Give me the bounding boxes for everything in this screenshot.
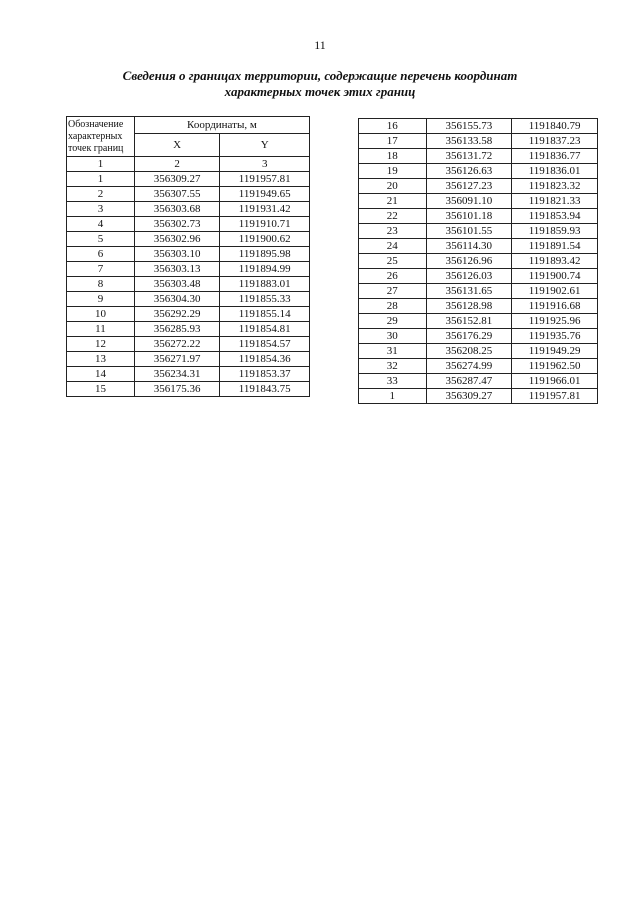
title-line-2: характерных точек этих границ	[224, 84, 416, 99]
point-number-cell: 27	[359, 284, 427, 299]
point-number-cell: 7	[67, 262, 135, 277]
table-row	[67, 352, 310, 367]
y-coordinate-cell: 1191854.57	[220, 337, 310, 352]
table-row	[359, 254, 598, 269]
y-coordinate-cell: 1191853.94	[512, 209, 598, 224]
point-number-cell: 1	[359, 389, 427, 404]
point-number-cell: 15	[67, 382, 135, 397]
y-coordinate-cell: 1191836.01	[512, 164, 598, 179]
document-title	[60, 68, 580, 100]
point-number-cell: 22	[359, 209, 427, 224]
x-coordinate-cell: 356303.48	[134, 277, 220, 292]
point-number-cell: 20	[359, 179, 427, 194]
table-row	[67, 307, 310, 322]
table-row	[67, 337, 310, 352]
table-row	[67, 277, 310, 292]
column-number-1: 1	[67, 157, 135, 172]
point-number-cell: 3	[67, 202, 135, 217]
point-number-cell: 18	[359, 149, 427, 164]
x-coordinate-cell: 356152.81	[426, 314, 512, 329]
table-row	[359, 269, 598, 284]
y-coordinate-cell: 1191894.99	[220, 262, 310, 277]
y-coordinate-cell: 1191843.75	[220, 382, 310, 397]
x-coordinate-cell: 356302.73	[134, 217, 220, 232]
y-coordinate-cell: 1191837.23	[512, 134, 598, 149]
x-coordinate-cell: 356176.29	[426, 329, 512, 344]
point-label-line-3: точек границ	[68, 142, 124, 154]
x-header: X	[134, 134, 220, 157]
table-row	[359, 149, 598, 164]
point-number-cell: 11	[67, 322, 135, 337]
point-number-cell: 33	[359, 374, 427, 389]
point-number-cell: 28	[359, 299, 427, 314]
y-coordinate-cell: 1191949.29	[512, 344, 598, 359]
y-coordinate-cell: 1191840.79	[512, 119, 598, 134]
table-row	[67, 232, 310, 247]
table-row	[359, 164, 598, 179]
x-coordinate-cell: 356309.27	[134, 172, 220, 187]
table-row	[67, 172, 310, 187]
table-row	[67, 187, 310, 202]
y-coordinate-cell: 1191823.32	[512, 179, 598, 194]
x-coordinate-cell: 356127.23	[426, 179, 512, 194]
x-coordinate-cell: 356272.22	[134, 337, 220, 352]
y-coordinate-cell: 1191900.62	[220, 232, 310, 247]
x-coordinate-cell: 356309.27	[426, 389, 512, 404]
y-coordinate-cell: 1191891.54	[512, 239, 598, 254]
x-coordinate-cell: 356126.63	[426, 164, 512, 179]
coordinates-header: Координаты, м	[134, 117, 309, 134]
y-coordinate-cell: 1191925.96	[512, 314, 598, 329]
table-row	[67, 262, 310, 277]
table-row	[67, 247, 310, 262]
x-coordinate-cell: 356287.47	[426, 374, 512, 389]
table-row	[359, 314, 598, 329]
table-row	[359, 344, 598, 359]
table-row	[67, 367, 310, 382]
x-coordinate-cell: 356274.99	[426, 359, 512, 374]
left-table-body	[67, 172, 310, 397]
table-row	[359, 119, 598, 134]
point-number-cell: 21	[359, 194, 427, 209]
x-coordinate-cell: 356302.96	[134, 232, 220, 247]
table-row	[67, 322, 310, 337]
x-coordinate-cell: 356133.58	[426, 134, 512, 149]
x-coordinate-cell: 356175.36	[134, 382, 220, 397]
y-coordinate-cell: 1191821.33	[512, 194, 598, 209]
y-coordinate-cell: 1191883.01	[220, 277, 310, 292]
x-coordinate-cell: 356303.68	[134, 202, 220, 217]
x-coordinate-cell: 356303.10	[134, 247, 220, 262]
table-row	[67, 292, 310, 307]
point-label-line-1: Обозначение	[68, 118, 124, 130]
point-number-cell: 12	[67, 337, 135, 352]
y-coordinate-cell: 1191910.71	[220, 217, 310, 232]
y-coordinate-cell: 1191895.98	[220, 247, 310, 262]
y-coordinate-cell: 1191854.81	[220, 322, 310, 337]
y-coordinate-cell: 1191859.93	[512, 224, 598, 239]
point-designation-header	[67, 117, 135, 157]
point-number-cell: 32	[359, 359, 427, 374]
x-coordinate-cell: 356304.30	[134, 292, 220, 307]
y-coordinate-cell: 1191900.74	[512, 269, 598, 284]
x-coordinate-cell: 356126.96	[426, 254, 512, 269]
table-row	[359, 194, 598, 209]
point-number-cell: 14	[67, 367, 135, 382]
table-row	[359, 299, 598, 314]
point-number-cell: 19	[359, 164, 427, 179]
x-coordinate-cell: 356208.25	[426, 344, 512, 359]
column-number-2: 2	[134, 157, 220, 172]
point-number-cell: 8	[67, 277, 135, 292]
x-coordinate-cell: 356155.73	[426, 119, 512, 134]
point-number-cell: 4	[67, 217, 135, 232]
point-number-cell: 31	[359, 344, 427, 359]
y-coordinate-cell: 1191893.42	[512, 254, 598, 269]
y-coordinate-cell: 1191966.01	[512, 374, 598, 389]
x-coordinate-cell: 356101.18	[426, 209, 512, 224]
x-coordinate-cell: 356091.10	[426, 194, 512, 209]
y-coordinate-cell: 1191957.81	[512, 389, 598, 404]
point-number-cell: 13	[67, 352, 135, 367]
table-row	[359, 329, 598, 344]
point-number-cell: 10	[67, 307, 135, 322]
page-number: 11	[314, 38, 326, 52]
x-coordinate-cell: 356271.97	[134, 352, 220, 367]
right-table-body	[359, 119, 598, 404]
point-number-cell: 5	[67, 232, 135, 247]
y-coordinate-cell: 1191855.14	[220, 307, 310, 322]
point-number-cell: 9	[67, 292, 135, 307]
point-number-cell: 26	[359, 269, 427, 284]
column-number-3: 3	[220, 157, 310, 172]
y-header: Y	[220, 134, 310, 157]
title-line-1: Сведения о границах территории, содержащие перечень координат	[122, 68, 518, 83]
x-coordinate-cell: 356131.72	[426, 149, 512, 164]
table-row	[359, 209, 598, 224]
point-number-cell: 17	[359, 134, 427, 149]
point-number-cell: 2	[67, 187, 135, 202]
x-coordinate-cell: 356114.30	[426, 239, 512, 254]
x-coordinate-cell: 356128.98	[426, 299, 512, 314]
point-number-cell: 6	[67, 247, 135, 262]
point-number-cell: 30	[359, 329, 427, 344]
y-coordinate-cell: 1191853.37	[220, 367, 310, 382]
table-row	[359, 359, 598, 374]
x-coordinate-cell: 356285.93	[134, 322, 220, 337]
table-row	[67, 217, 310, 232]
y-coordinate-cell: 1191957.81	[220, 172, 310, 187]
point-number-cell: 16	[359, 119, 427, 134]
point-number-cell: 24	[359, 239, 427, 254]
point-number-cell: 23	[359, 224, 427, 239]
x-coordinate-cell: 356131.65	[426, 284, 512, 299]
x-coordinate-cell: 356126.03	[426, 269, 512, 284]
x-coordinate-cell: 356307.55	[134, 187, 220, 202]
y-coordinate-cell: 1191935.76	[512, 329, 598, 344]
point-number-cell: 29	[359, 314, 427, 329]
table-row	[359, 224, 598, 239]
x-coordinate-cell: 356101.55	[426, 224, 512, 239]
coordinates-table-right	[358, 118, 598, 404]
coordinates-table-left	[66, 116, 310, 397]
y-coordinate-cell: 1191916.68	[512, 299, 598, 314]
table-row	[359, 284, 598, 299]
y-coordinate-cell: 1191931.42	[220, 202, 310, 217]
point-number-cell: 1	[67, 172, 135, 187]
table-row	[359, 134, 598, 149]
y-coordinate-cell: 1191902.61	[512, 284, 598, 299]
table-row	[359, 389, 598, 404]
y-coordinate-cell: 1191855.33	[220, 292, 310, 307]
x-coordinate-cell: 356303.13	[134, 262, 220, 277]
table-row	[359, 179, 598, 194]
table-row	[67, 202, 310, 217]
y-coordinate-cell: 1191854.36	[220, 352, 310, 367]
point-number-cell: 25	[359, 254, 427, 269]
table-row	[67, 382, 310, 397]
table-row	[359, 374, 598, 389]
table-row	[359, 239, 598, 254]
y-coordinate-cell: 1191836.77	[512, 149, 598, 164]
y-coordinate-cell: 1191962.50	[512, 359, 598, 374]
x-coordinate-cell: 356292.29	[134, 307, 220, 322]
y-coordinate-cell: 1191949.65	[220, 187, 310, 202]
point-label-line-2: характерных	[68, 130, 123, 142]
x-coordinate-cell: 356234.31	[134, 367, 220, 382]
